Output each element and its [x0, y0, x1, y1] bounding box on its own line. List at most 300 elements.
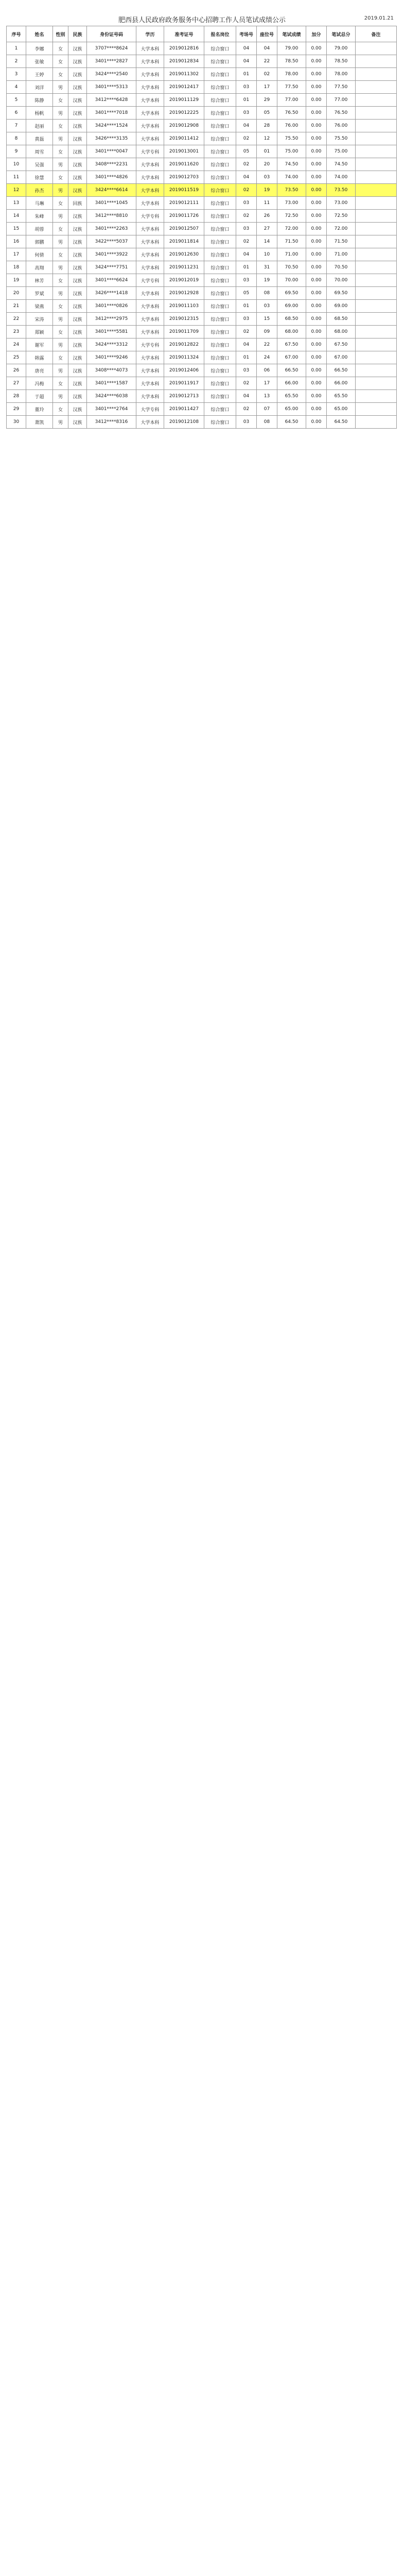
cell-gender: 男 — [53, 132, 68, 145]
cell-seat: 04 — [257, 42, 277, 55]
cell-gender: 女 — [53, 68, 68, 81]
cell-education: 大学本科 — [136, 416, 164, 429]
cell-room: 03 — [236, 416, 257, 429]
cell-gender: 男 — [53, 158, 68, 171]
table-row — [7, 248, 397, 261]
header-index: 序号 — [7, 26, 26, 42]
cell-ethnicity: 汉族 — [68, 403, 87, 416]
table-row — [7, 171, 397, 184]
cell-id-number: 3401****1587 — [87, 377, 136, 390]
cell-index: 3 — [7, 68, 26, 81]
header-education: 学历 — [136, 26, 164, 42]
cell-index: 4 — [7, 81, 26, 94]
cell-id-number: 3401****5581 — [87, 326, 136, 338]
cell-gender: 女 — [53, 120, 68, 132]
table-row — [7, 158, 397, 171]
cell-score: 66.00 — [277, 377, 306, 390]
cell-total: 64.50 — [327, 416, 356, 429]
cell-seat: 14 — [257, 235, 277, 248]
cell-seat: 19 — [257, 274, 277, 287]
cell-total: 71.00 — [327, 248, 356, 261]
cell-remarks — [356, 197, 397, 210]
cell-gender: 男 — [53, 416, 68, 429]
cell-remarks — [356, 248, 397, 261]
cell-total: 77.50 — [327, 81, 356, 94]
cell-gender: 男 — [53, 390, 68, 403]
table-row — [7, 313, 397, 326]
cell-bonus: 0.00 — [306, 145, 327, 158]
cell-exam-number: 2019012108 — [164, 416, 204, 429]
cell-score: 68.50 — [277, 313, 306, 326]
cell-ethnicity: 汉族 — [68, 158, 87, 171]
cell-position: 综合窗口 — [204, 326, 236, 338]
cell-position: 综合窗口 — [204, 313, 236, 326]
cell-total: 73.00 — [327, 197, 356, 210]
cell-position: 综合窗口 — [204, 55, 236, 68]
cell-ethnicity: 汉族 — [68, 223, 87, 235]
cell-bonus: 0.00 — [306, 81, 327, 94]
cell-seat: 08 — [257, 287, 277, 300]
cell-bonus: 0.00 — [306, 107, 327, 120]
cell-index: 23 — [7, 326, 26, 338]
cell-seat: 20 — [257, 158, 277, 171]
cell-name: 王婷 — [26, 68, 53, 81]
cell-room: 04 — [236, 171, 257, 184]
cell-exam-number: 2019012417 — [164, 81, 204, 94]
cell-total: 72.00 — [327, 223, 356, 235]
cell-position: 综合窗口 — [204, 120, 236, 132]
cell-gender: 女 — [53, 197, 68, 210]
cell-ethnicity: 汉族 — [68, 287, 87, 300]
cell-ethnicity: 汉族 — [68, 300, 87, 313]
cell-name: 于超 — [26, 390, 53, 403]
cell-exam-number: 2019011519 — [164, 184, 204, 197]
cell-id-number: 3707****8624 — [87, 42, 136, 55]
cell-room: 01 — [236, 94, 257, 107]
cell-remarks — [356, 55, 397, 68]
cell-id-number: 3401****6624 — [87, 274, 136, 287]
cell-index: 8 — [7, 132, 26, 145]
cell-gender: 女 — [53, 94, 68, 107]
cell-total: 68.50 — [327, 313, 356, 326]
cell-bonus: 0.00 — [306, 132, 327, 145]
cell-index: 30 — [7, 416, 26, 429]
cell-exam-number: 2019011620 — [164, 158, 204, 171]
cell-total: 79.00 — [327, 42, 356, 55]
cell-name: 陈静 — [26, 94, 53, 107]
cell-ethnicity: 汉族 — [68, 338, 87, 351]
cell-education: 大学专科 — [136, 338, 164, 351]
cell-seat: 01 — [257, 145, 277, 158]
cell-room: 05 — [236, 287, 257, 300]
cell-bonus: 0.00 — [306, 55, 327, 68]
cell-remarks — [356, 94, 397, 107]
cell-room: 01 — [236, 261, 257, 274]
cell-name: 萧凯 — [26, 416, 53, 429]
cell-remarks — [356, 326, 397, 338]
cell-total: 65.00 — [327, 403, 356, 416]
cell-bonus: 0.00 — [306, 338, 327, 351]
cell-remarks — [356, 300, 397, 313]
cell-id-number: 3426****1418 — [87, 287, 136, 300]
cell-education: 大学本科 — [136, 377, 164, 390]
cell-id-number: 3424****2540 — [87, 68, 136, 81]
cell-exam-number: 2019012019 — [164, 274, 204, 287]
cell-remarks — [356, 107, 397, 120]
cell-room: 01 — [236, 300, 257, 313]
cell-id-number: 3401****4826 — [87, 171, 136, 184]
cell-score: 78.50 — [277, 55, 306, 68]
cell-gender: 女 — [53, 42, 68, 55]
cell-id-number: 3401****2263 — [87, 223, 136, 235]
cell-seat: 27 — [257, 223, 277, 235]
header-remarks: 备注 — [356, 26, 397, 42]
cell-education: 大学本科 — [136, 351, 164, 364]
cell-education: 大学本科 — [136, 107, 164, 120]
cell-gender: 女 — [53, 377, 68, 390]
cell-exam-number: 2019011302 — [164, 68, 204, 81]
cell-gender: 男 — [53, 184, 68, 197]
cell-gender: 男 — [53, 287, 68, 300]
cell-score: 70.00 — [277, 274, 306, 287]
cell-id-number: 3401****2764 — [87, 403, 136, 416]
cell-seat: 28 — [257, 120, 277, 132]
cell-ethnicity: 汉族 — [68, 364, 87, 377]
cell-index: 10 — [7, 158, 26, 171]
cell-bonus: 0.00 — [306, 300, 327, 313]
cell-ethnicity: 汉族 — [68, 55, 87, 68]
cell-seat: 12 — [257, 132, 277, 145]
cell-score: 75.00 — [277, 145, 306, 158]
cell-remarks — [356, 313, 397, 326]
cell-bonus: 0.00 — [306, 158, 327, 171]
cell-score: 75.50 — [277, 132, 306, 145]
cell-room: 02 — [236, 132, 257, 145]
cell-score: 72.50 — [277, 210, 306, 223]
cell-room: 04 — [236, 248, 257, 261]
cell-bonus: 0.00 — [306, 351, 327, 364]
header-bonus: 加分 — [306, 26, 327, 42]
cell-remarks — [356, 390, 397, 403]
cell-seat: 02 — [257, 68, 277, 81]
cell-index: 25 — [7, 351, 26, 364]
cell-id-number: 3412****8316 — [87, 416, 136, 429]
cell-position: 综合窗口 — [204, 274, 236, 287]
cell-name: 宋涛 — [26, 313, 53, 326]
cell-score: 64.50 — [277, 416, 306, 429]
cell-gender: 男 — [53, 338, 68, 351]
table-row — [7, 55, 397, 68]
cell-exam-number: 2019012908 — [164, 120, 204, 132]
cell-position: 综合窗口 — [204, 235, 236, 248]
cell-position: 综合窗口 — [204, 132, 236, 145]
cell-remarks — [356, 68, 397, 81]
cell-total: 69.50 — [327, 287, 356, 300]
cell-id-number: 3412****2975 — [87, 313, 136, 326]
cell-bonus: 0.00 — [306, 403, 327, 416]
cell-id-number: 3401****5313 — [87, 81, 136, 94]
table-row — [7, 107, 397, 120]
cell-bonus: 0.00 — [306, 120, 327, 132]
cell-exam-number: 2019012928 — [164, 287, 204, 300]
cell-index: 7 — [7, 120, 26, 132]
cell-score: 65.50 — [277, 390, 306, 403]
cell-name: 黄磊 — [26, 132, 53, 145]
cell-ethnicity: 汉族 — [68, 235, 87, 248]
cell-room: 03 — [236, 364, 257, 377]
cell-index: 6 — [7, 107, 26, 120]
cell-seat: 31 — [257, 261, 277, 274]
cell-remarks — [356, 274, 397, 287]
cell-score: 74.50 — [277, 158, 306, 171]
cell-bonus: 0.00 — [306, 287, 327, 300]
table-row — [7, 326, 397, 338]
cell-education: 大学本科 — [136, 184, 164, 197]
cell-position: 综合窗口 — [204, 42, 236, 55]
table-row — [7, 300, 397, 313]
table-row — [7, 338, 397, 351]
cell-total: 68.00 — [327, 326, 356, 338]
cell-index: 22 — [7, 313, 26, 326]
cell-gender: 女 — [53, 403, 68, 416]
cell-room: 01 — [236, 351, 257, 364]
cell-seat: 03 — [257, 300, 277, 313]
score-table — [6, 26, 397, 429]
cell-id-number: 3426****3135 — [87, 132, 136, 145]
cell-bonus: 0.00 — [306, 416, 327, 429]
cell-seat: 10 — [257, 248, 277, 261]
cell-name: 孙杰 — [26, 184, 53, 197]
cell-exam-number: 2019012507 — [164, 223, 204, 235]
table-row — [7, 351, 397, 364]
cell-gender: 女 — [53, 326, 68, 338]
table-header-row — [7, 26, 397, 42]
cell-exam-number: 2019012406 — [164, 364, 204, 377]
table-row — [7, 132, 397, 145]
cell-position: 综合窗口 — [204, 171, 236, 184]
cell-position: 综合窗口 — [204, 68, 236, 81]
table-row — [7, 403, 397, 416]
cell-seat: 06 — [257, 364, 277, 377]
cell-remarks — [356, 171, 397, 184]
cell-ethnicity: 汉族 — [68, 132, 87, 145]
cell-index: 18 — [7, 261, 26, 274]
cell-name: 何倩 — [26, 248, 53, 261]
cell-room: 04 — [236, 120, 257, 132]
cell-index: 9 — [7, 145, 26, 158]
cell-education: 大学本科 — [136, 287, 164, 300]
table-row — [7, 120, 397, 132]
cell-total: 67.50 — [327, 338, 356, 351]
cell-seat: 29 — [257, 94, 277, 107]
cell-remarks — [356, 42, 397, 55]
cell-position: 综合窗口 — [204, 403, 236, 416]
cell-score: 69.00 — [277, 300, 306, 313]
cell-exam-number: 2019012816 — [164, 42, 204, 55]
cell-name: 郭鹏 — [26, 235, 53, 248]
cell-name: 刘洋 — [26, 81, 53, 94]
cell-index: 14 — [7, 210, 26, 223]
cell-position: 综合窗口 — [204, 107, 236, 120]
cell-total: 69.00 — [327, 300, 356, 313]
cell-ethnicity: 汉族 — [68, 145, 87, 158]
cell-room: 02 — [236, 210, 257, 223]
cell-remarks — [356, 158, 397, 171]
cell-room: 02 — [236, 326, 257, 338]
table-row — [7, 390, 397, 403]
cell-room: 03 — [236, 313, 257, 326]
cell-score: 77.50 — [277, 81, 306, 94]
cell-ethnicity: 汉族 — [68, 377, 87, 390]
cell-gender: 女 — [53, 300, 68, 313]
cell-remarks — [356, 287, 397, 300]
cell-name: 冯梅 — [26, 377, 53, 390]
cell-index: 19 — [7, 274, 26, 287]
cell-bonus: 0.00 — [306, 364, 327, 377]
cell-total: 70.50 — [327, 261, 356, 274]
cell-gender: 女 — [53, 145, 68, 158]
cell-room: 01 — [236, 68, 257, 81]
cell-education: 大学本科 — [136, 171, 164, 184]
cell-room: 05 — [236, 145, 257, 158]
cell-score: 72.00 — [277, 223, 306, 235]
cell-seat: 05 — [257, 107, 277, 120]
cell-room: 02 — [236, 403, 257, 416]
cell-seat: 09 — [257, 326, 277, 338]
cell-position: 综合窗口 — [204, 261, 236, 274]
cell-remarks — [356, 377, 397, 390]
cell-score: 67.50 — [277, 338, 306, 351]
cell-remarks — [356, 223, 397, 235]
cell-name: 董玲 — [26, 403, 53, 416]
table-row — [7, 287, 397, 300]
cell-education: 大学本科 — [136, 390, 164, 403]
cell-total: 77.00 — [327, 94, 356, 107]
cell-seat: 03 — [257, 171, 277, 184]
cell-id-number: 3424****7751 — [87, 261, 136, 274]
cell-bonus: 0.00 — [306, 171, 327, 184]
cell-total: 76.00 — [327, 120, 356, 132]
cell-room: 03 — [236, 81, 257, 94]
cell-room: 04 — [236, 55, 257, 68]
cell-room: 02 — [236, 158, 257, 171]
cell-bonus: 0.00 — [306, 274, 327, 287]
cell-name: 李娜 — [26, 42, 53, 55]
cell-remarks — [356, 210, 397, 223]
cell-total: 75.50 — [327, 132, 356, 145]
cell-remarks — [356, 403, 397, 416]
cell-id-number: 3424****3312 — [87, 338, 136, 351]
cell-education: 大学本科 — [136, 261, 164, 274]
cell-room: 04 — [236, 390, 257, 403]
cell-name: 唐亮 — [26, 364, 53, 377]
cell-exam-number: 2019011129 — [164, 94, 204, 107]
cell-total: 71.50 — [327, 235, 356, 248]
cell-ethnicity: 汉族 — [68, 326, 87, 338]
cell-position: 综合窗口 — [204, 197, 236, 210]
cell-score: 71.50 — [277, 235, 306, 248]
cell-education: 大学专科 — [136, 145, 164, 158]
cell-bonus: 0.00 — [306, 184, 327, 197]
cell-position: 综合窗口 — [204, 364, 236, 377]
cell-exam-number: 2019011103 — [164, 300, 204, 313]
cell-education: 大学本科 — [136, 68, 164, 81]
cell-score: 77.00 — [277, 94, 306, 107]
cell-ethnicity: 汉族 — [68, 416, 87, 429]
header-ethnicity: 民族 — [68, 26, 87, 42]
cell-index: 27 — [7, 377, 26, 390]
header-seat: 座位号 — [257, 26, 277, 42]
cell-exam-number: 2019011231 — [164, 261, 204, 274]
cell-position: 综合窗口 — [204, 223, 236, 235]
cell-gender: 男 — [53, 261, 68, 274]
table-row — [7, 364, 397, 377]
cell-remarks — [356, 120, 397, 132]
cell-exam-number: 2019011917 — [164, 377, 204, 390]
cell-gender: 女 — [53, 351, 68, 364]
cell-total: 78.00 — [327, 68, 356, 81]
cell-gender: 女 — [53, 248, 68, 261]
cell-gender: 女 — [53, 171, 68, 184]
cell-education: 大学本科 — [136, 326, 164, 338]
header-exam-number: 准考证号 — [164, 26, 204, 42]
cell-name: 张敏 — [26, 55, 53, 68]
table-row — [7, 274, 397, 287]
cell-index: 29 — [7, 403, 26, 416]
cell-id-number: 3412****6428 — [87, 94, 136, 107]
cell-name: 谢军 — [26, 338, 53, 351]
cell-position: 综合窗口 — [204, 300, 236, 313]
cell-exam-number: 2019012630 — [164, 248, 204, 261]
table-row — [7, 416, 397, 429]
cell-seat: 24 — [257, 351, 277, 364]
cell-position: 综合窗口 — [204, 210, 236, 223]
table-body — [7, 42, 397, 429]
cell-name: 周雪 — [26, 145, 53, 158]
cell-position: 综合窗口 — [204, 377, 236, 390]
cell-remarks — [356, 416, 397, 429]
cell-score: 68.00 — [277, 326, 306, 338]
cell-remarks — [356, 145, 397, 158]
cell-score: 78.00 — [277, 68, 306, 81]
cell-name: 胡蓉 — [26, 223, 53, 235]
cell-gender: 男 — [53, 235, 68, 248]
cell-education: 大学专科 — [136, 403, 164, 416]
cell-exam-number: 2019012225 — [164, 107, 204, 120]
cell-education: 大学本科 — [136, 248, 164, 261]
cell-room: 03 — [236, 223, 257, 235]
cell-seat: 17 — [257, 377, 277, 390]
cell-exam-number: 2019012315 — [164, 313, 204, 326]
cell-exam-number: 2019012111 — [164, 197, 204, 210]
cell-gender: 女 — [53, 223, 68, 235]
cell-exam-number: 2019012713 — [164, 390, 204, 403]
cell-total: 74.00 — [327, 171, 356, 184]
cell-bonus: 0.00 — [306, 68, 327, 81]
cell-index: 21 — [7, 300, 26, 313]
cell-name: 罗斌 — [26, 287, 53, 300]
cell-name: 高翔 — [26, 261, 53, 274]
cell-exam-number: 2019011324 — [164, 351, 204, 364]
cell-score: 73.00 — [277, 197, 306, 210]
cell-remarks — [356, 364, 397, 377]
cell-bonus: 0.00 — [306, 261, 327, 274]
cell-position: 综合窗口 — [204, 158, 236, 171]
cell-total: 75.00 — [327, 145, 356, 158]
cell-remarks — [356, 235, 397, 248]
cell-position: 综合窗口 — [204, 338, 236, 351]
cell-gender: 男 — [53, 364, 68, 377]
